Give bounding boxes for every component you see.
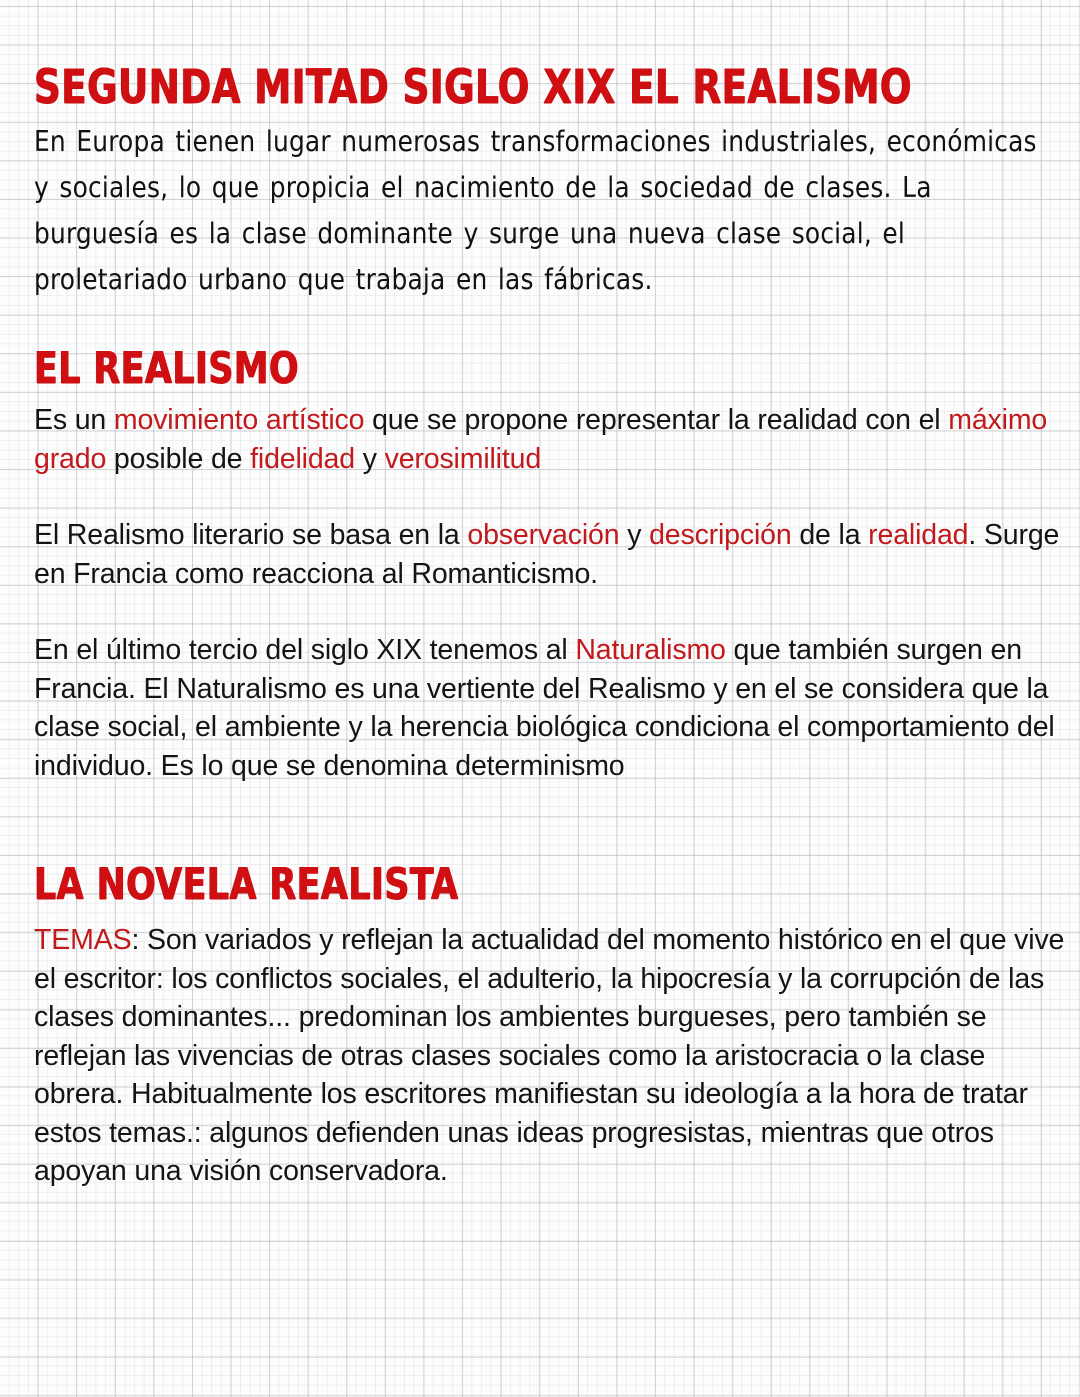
text-run: El Realismo literario se basa en la bbox=[34, 519, 468, 551]
text-run: . Surge en Francia como reacciona al Romanticismo. bbox=[34, 519, 1060, 590]
highlighted-term: máximo grado bbox=[34, 404, 1048, 475]
text-run: : Son variados y reflejan la actualidad del momento histórico en el que vive el escritor: los conflictos sociales, el adulterio, la hipocresía y la corrupción de las clases dominantes... predominan los ambientes burgueses, pero también se reflejan las vivencias de otras clases sociales como la aristocracia o la clase obrera. Habitualmente los escritores manifiestan su ideología a la hora de tratar estos temas.: algunos defienden unas ideas progresistas, mientras que otros apoyan una visión conservadora. bbox=[34, 924, 1065, 1187]
text-run: Es un bbox=[34, 404, 114, 436]
intro-paragraph: En Europa tienen lugar numerosas transformaciones industriales, económicas y sociales, lo que propicia el nacimiento de la sociedad de clases. La burguesía es la clase dominante y surge una nueva clase social, el proletariado urbano que trabaja en las fábricas. bbox=[34, 125, 1037, 296]
paragraph-spacer bbox=[34, 593, 1070, 631]
paragraph-movimiento-artistico bbox=[34, 401, 1070, 478]
highlighted-term: observación bbox=[467, 519, 620, 551]
highlighted-term: movimiento artístico bbox=[113, 404, 365, 436]
highlighted-term: TEMAS bbox=[34, 924, 132, 956]
text-run: y bbox=[619, 519, 650, 551]
text-run: posible de bbox=[106, 442, 251, 475]
highlighted-term: descripción bbox=[649, 519, 792, 551]
section-heading-la-novela-realista: LA NOVELA REALISTA bbox=[34, 859, 459, 910]
paragraph-realismo-literario bbox=[34, 516, 1070, 593]
highlighted-term: fidelidad bbox=[250, 442, 355, 475]
highlighted-term: realidad bbox=[868, 519, 969, 551]
paragraph-spacer bbox=[34, 478, 1070, 516]
section-heading-el-realismo: EL REALISMO bbox=[34, 343, 300, 394]
highlighted-term: Naturalismo bbox=[575, 634, 726, 666]
text-run: que se propone representar la realidad con el bbox=[364, 404, 949, 436]
text-run: que también surgen en Francia. El Naturalismo es una vertiente del Realismo y en el se considera que la clase social, el ambiente y la herencia biológica condiciona el comportamiento del individuo. Es lo que se denomina determinismo bbox=[34, 634, 1055, 782]
text-run: de la bbox=[791, 519, 869, 551]
highlighted-term: verosimilitud bbox=[384, 442, 542, 475]
paragraph-naturalismo bbox=[34, 631, 1070, 785]
paragraph-temas bbox=[34, 921, 1070, 1191]
text-run: y bbox=[354, 442, 385, 475]
text-run: En el último tercio del siglo XIX tenemos al bbox=[34, 634, 576, 666]
page-title: SEGUNDA MITAD SIGLO XIX EL REALISMO bbox=[34, 60, 912, 115]
